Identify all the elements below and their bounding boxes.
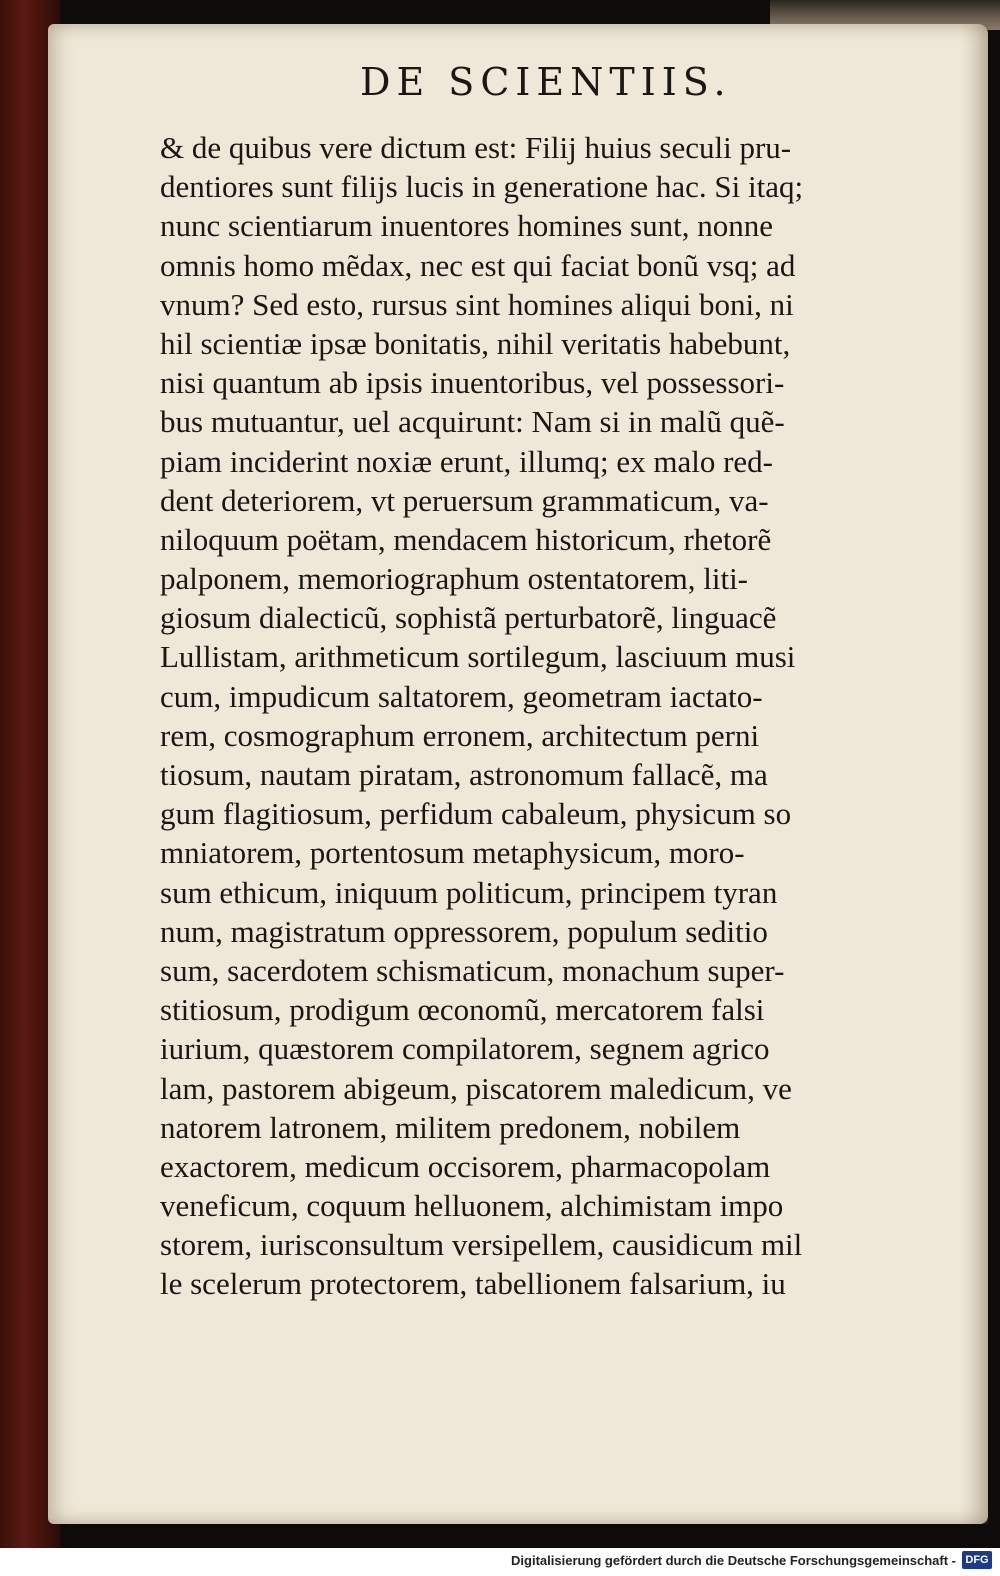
text-line: lam, pastorem abigeum, piscatorem maledicum, ve: [160, 1070, 792, 1106]
text-line: storem, iurisconsultum versipellem, causidicum mil: [160, 1227, 803, 1263]
text-line: & de quibus vere dictum est: Filij huius seculi pru-: [160, 130, 792, 165]
body-text: [160, 128, 890, 1304]
text-line: stitiosum, prodigum œconomũ, mercatorem falsi: [160, 992, 765, 1028]
text-line: cum, impudicum saltatorem, geometram iactato-: [160, 678, 763, 714]
text-line: omnis homo mẽdax, nec est qui faciat bonũ vsq; ad: [160, 247, 796, 283]
text-line: num, magistratum oppressorem, populum seditio: [160, 913, 768, 949]
text-line: veneficum, coquum helluonem, alchimistam impo: [160, 1188, 784, 1224]
text-line: Lullistam, arithmeticum sortilegum, lasciuum musi: [160, 639, 796, 675]
text-line: exactorem, medicum occisorem, pharmacopolam: [160, 1148, 771, 1184]
text-line: hil scientiæ ipsæ bonitatis, nihil veritatis habebunt,: [160, 325, 791, 361]
text-line: nunc scientiarum inuentores homines sunt, nonne: [160, 208, 773, 244]
text-line: rem, cosmographum erronem, architectum perni: [160, 717, 760, 753]
text-line: dent deteriorem, vt peruersum grammaticum, va-: [160, 482, 769, 518]
text-line: vnum? Sed esto, rursus sint homines aliqui boni, ni: [160, 286, 794, 322]
text-line: natorem latronem, militem predonem, nobilem: [160, 1109, 741, 1145]
text-line: dentiores sunt filijs lucis in generatione hac. Si itaq;: [160, 169, 804, 205]
running-head: DE SCIENTIIS.: [360, 60, 732, 104]
text-line: mniatorem, portentosum metaphysicum, moro-: [160, 835, 745, 871]
dfg-logo: DFG: [962, 1551, 992, 1569]
text-line: sum ethicum, iniquum politicum, principem tyran: [160, 874, 778, 910]
text-line: palponem, memoriographum ostentatorem, liti-: [160, 561, 749, 597]
page-gutter-shadow: [960, 24, 988, 1524]
text-line: niloquum poëtam, mendacem historicum, rhetorẽ: [160, 521, 772, 557]
text-line: piam inciderint noxiæ erunt, illumq; ex malo red-: [160, 443, 773, 479]
text-line: bus mutuantur, uel acquirunt: Nam si in malũ quẽ-: [160, 404, 785, 440]
text-line: sum, sacerdotem schismaticum, monachum super-: [160, 952, 785, 988]
text-line: nisi quantum ab ipsis inuentoribus, vel possessori-: [160, 365, 785, 401]
text-line: giosum dialecticũ, sophistã perturbatorẽ, linguacẽ: [160, 600, 777, 636]
digitization-credit: Digitalisierung gefördert durch die Deutsche Forschungsgemeinschaft -: [511, 1553, 956, 1568]
text-line: iurium, quæstorem compilatorem, segnem agrico: [160, 1031, 770, 1067]
text-line: le scelerum protectorem, tabellionem falsarium, iu: [160, 1266, 786, 1302]
text-line: tiosum, nautam piratam, astronomum fallacẽ, ma: [160, 757, 768, 792]
text-line: gum flagitiosum, perfidum cabaleum, physicum so: [160, 796, 792, 832]
